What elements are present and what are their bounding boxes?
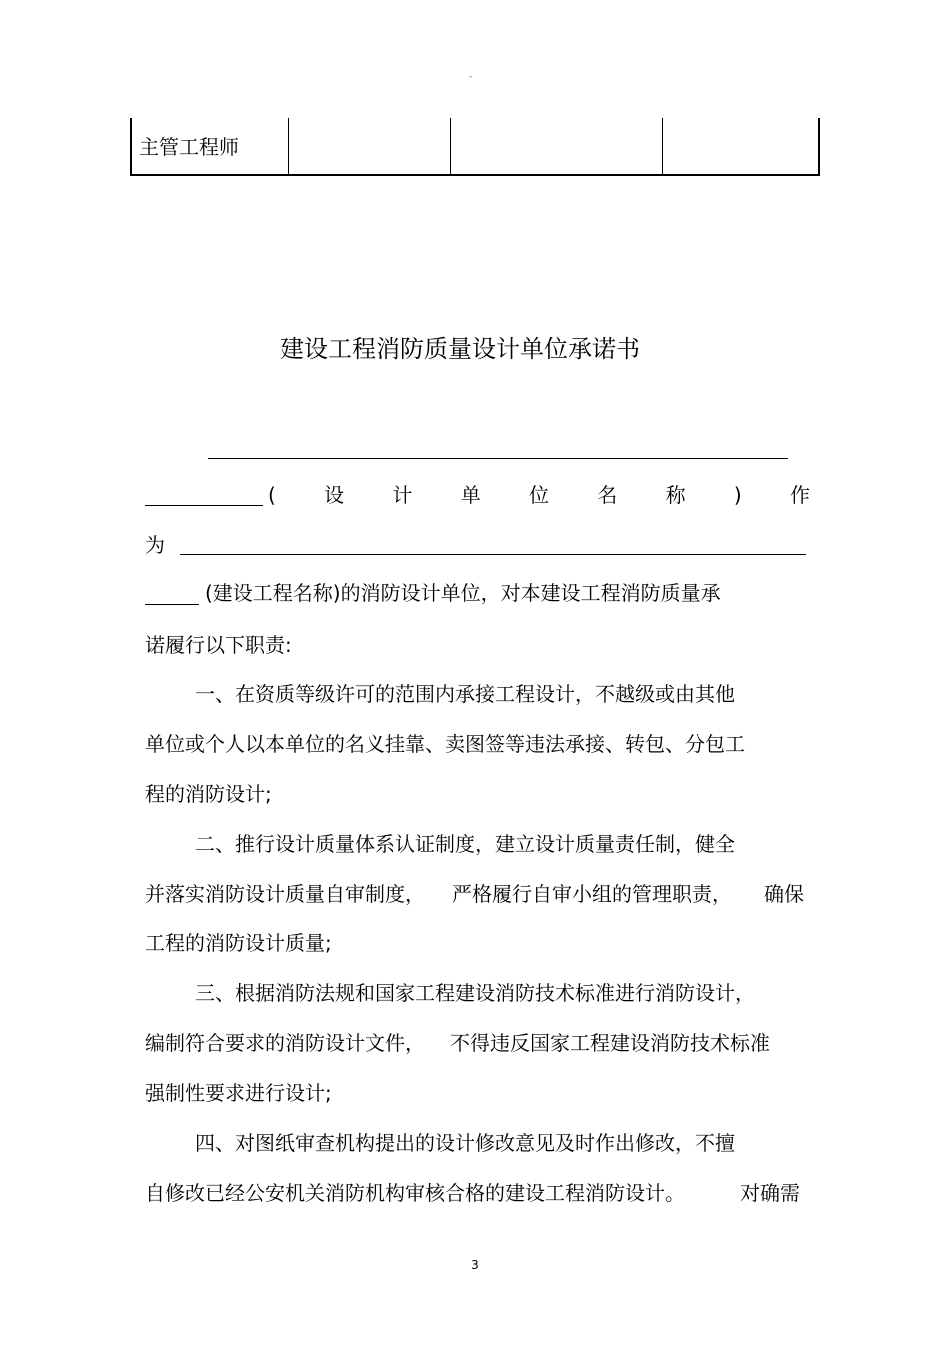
spaced-char: 单 [460,483,481,507]
blank-fill-line [145,505,263,506]
paragraph-line: 程的消防设计; [145,782,272,806]
paragraph-line: 四、对图纸审查机构提出的设计修改意见及时作出修改，不擅 [195,1131,735,1155]
spaced-char: ( [268,483,276,507]
signature-table [130,118,820,176]
paragraph-line: 对确需 [740,1181,800,1205]
prefix-text: 为 [145,533,165,557]
paragraph-line: 自修改已经公安机关消防机构审核合格的建设工程消防设计。 [145,1181,685,1205]
spaced-char: 计 [392,483,413,507]
table-divider [288,118,289,175]
document-title: 建设工程消防质量设计单位承诺书 [280,335,640,363]
paragraph-line: (建设工程名称)的消防设计单位，对本建设工程消防质量承 [205,581,721,605]
table-border-left [130,118,132,175]
blank-fill-line [180,554,806,555]
design-unit-name-line [268,482,810,508]
table-row-label: 主管工程师 [139,135,239,159]
paragraph-line: 严格履行自审小组的管理职责， [452,882,732,906]
paragraph-line: 工程的消防设计质量; [145,931,332,955]
blank-fill-line [208,458,788,459]
spaced-char: 作 [790,483,810,507]
paragraph-line: 编制符合要求的消防设计文件， [145,1031,425,1055]
table-bottom-border [130,174,820,176]
spaced-char: 位 [529,483,549,507]
paragraph-line: 确保 [764,882,804,906]
header-mark: - [469,72,473,82]
blank-fill-line [145,604,199,605]
paragraph-line: 不得违反国家工程建设消防技术标准 [450,1031,770,1055]
paragraph-line: 一、在资质等级许可的范围内承接工程设计，不越级或由其他 [195,682,735,706]
paragraph-line: 三、根据消防法规和国家工程建设消防技术标准进行消防设计， [195,981,755,1005]
paragraph-line: 并落实消防设计质量自审制度， [145,882,425,906]
spaced-char: 称 [665,483,686,507]
page-number: 3 [471,1258,479,1272]
table-border-right [818,118,820,175]
table-divider [662,118,663,175]
table-divider [450,118,451,175]
paragraph-line: 强制性要求进行设计; [145,1081,332,1105]
spaced-char: 名 [597,483,618,507]
paragraph-line: 单位或个人以本单位的名义挂靠、卖图签等违法承接、转包、分包工 [145,732,745,756]
spaced-char: ) [733,483,742,507]
paragraph-line: 诺履行以下职责: [145,633,292,657]
spaced-char: 设 [324,483,345,507]
paragraph-line: 二、推行设计质量体系认证制度，建立设计质量责任制，健全 [195,832,735,856]
